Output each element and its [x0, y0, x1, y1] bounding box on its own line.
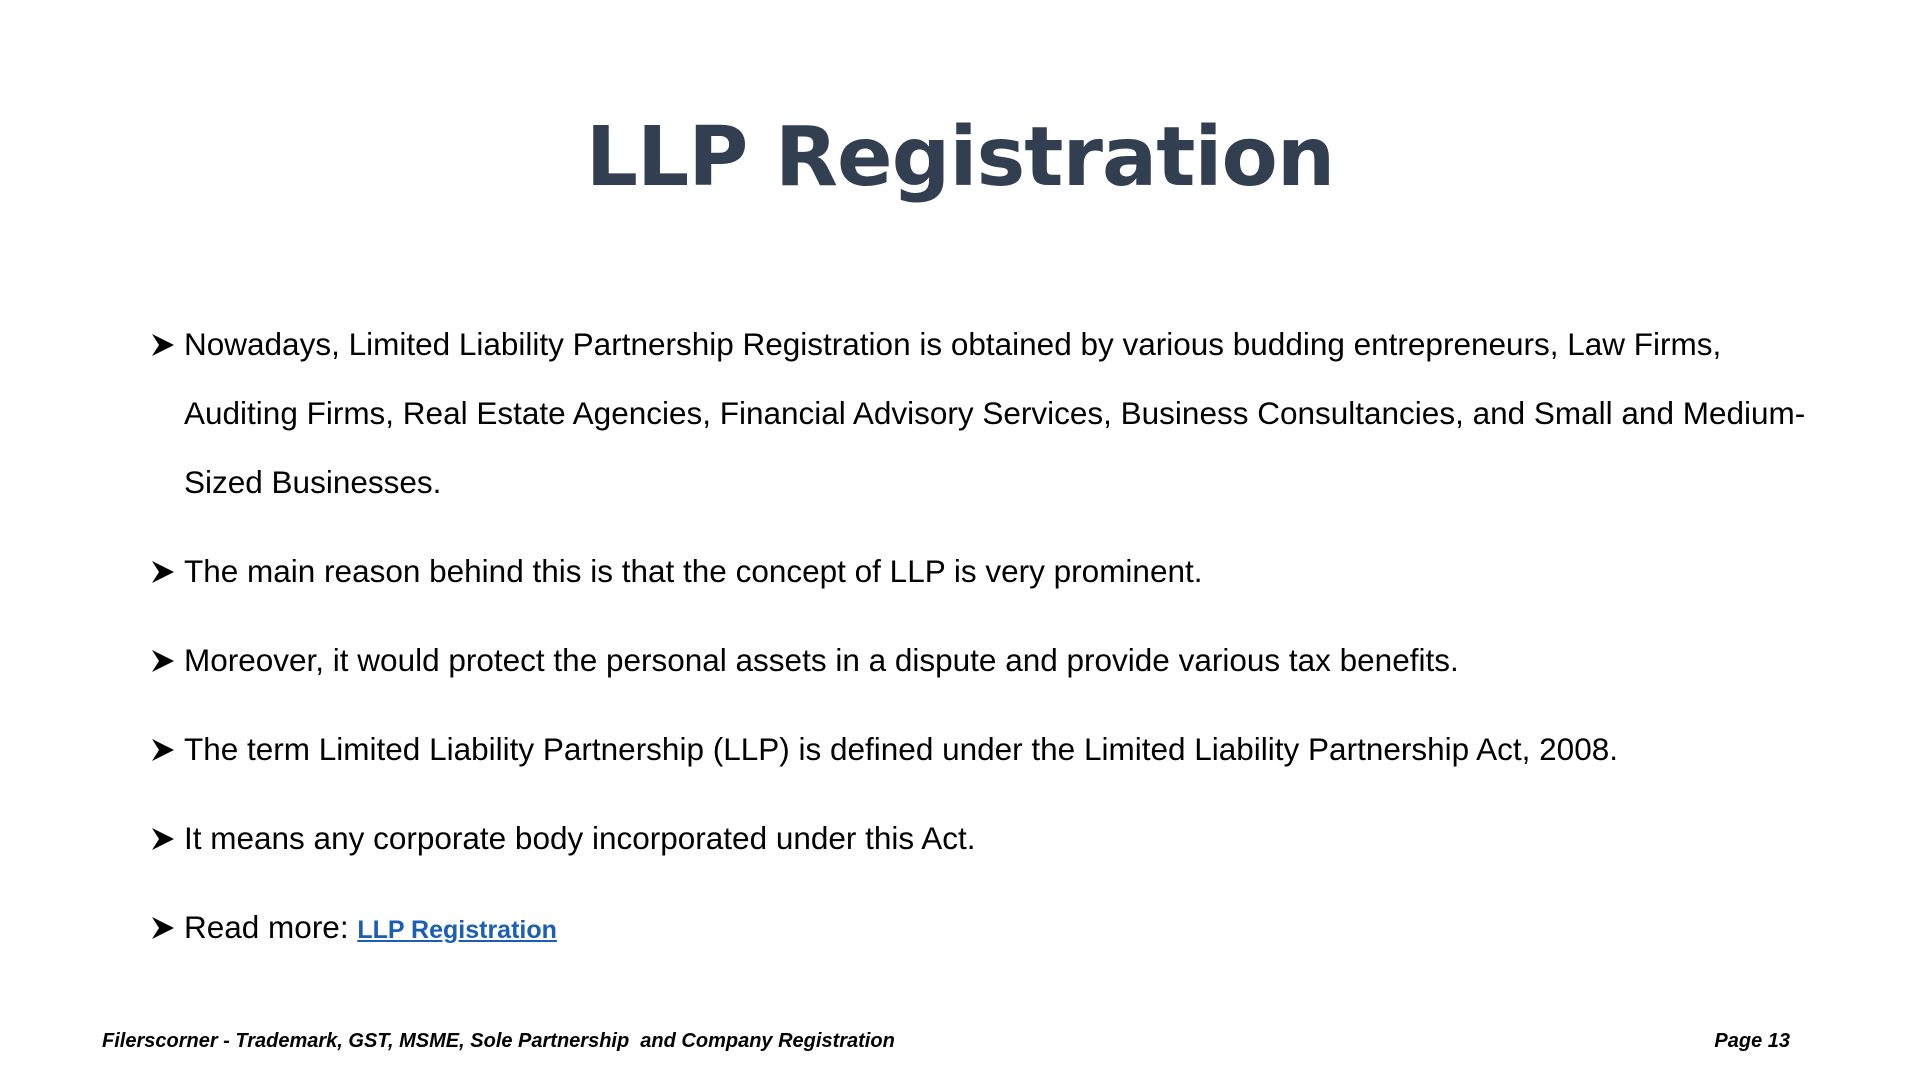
page-title: LLP Registration [585, 110, 1335, 205]
arrow-bullet-icon [150, 310, 178, 379]
bullet-text: The term Limited Liability Partnership (LLP) is defined under the Limited Liability Partnership Act, 2008. [184, 731, 1618, 767]
footer-text: Filerscorner - Trademark, GST, MSME, Sole Partnership and Company Registration [102, 1030, 895, 1052]
arrow-bullet-icon [150, 893, 178, 962]
list-item [150, 537, 1810, 606]
arrow-bullet-icon [150, 715, 178, 784]
bullet-text: Nowadays, Limited Liability Partnership Registration is obtained by various budding entrepreneurs, Law Firms, Auditing Firms, Real Estate Agencies, Financial Advisory Services, Business Consultancies, and Small and Medium-Sized Businesses. [184, 326, 1806, 500]
arrow-bullet-icon [150, 537, 178, 606]
list-item [150, 626, 1810, 695]
list-item [150, 310, 1810, 517]
llp-registration-link[interactable]: LLP Registration [357, 916, 557, 944]
page-number: Page 13 [1714, 1030, 1790, 1052]
list-item [150, 715, 1810, 784]
arrow-bullet-icon [150, 626, 178, 695]
bullet-list [150, 310, 1810, 985]
list-item [150, 804, 1810, 873]
arrow-bullet-icon [150, 804, 178, 873]
list-item-read-more [150, 893, 1810, 965]
bullet-text: It means any corporate body incorporated under this Act. [184, 820, 976, 856]
bullet-text: The main reason behind this is that the concept of LLP is very prominent. [184, 553, 1203, 589]
bullet-text: Moreover, it would protect the personal assets in a dispute and provide various tax benefits. [184, 642, 1459, 678]
read-more-label: Read more: [184, 909, 358, 945]
